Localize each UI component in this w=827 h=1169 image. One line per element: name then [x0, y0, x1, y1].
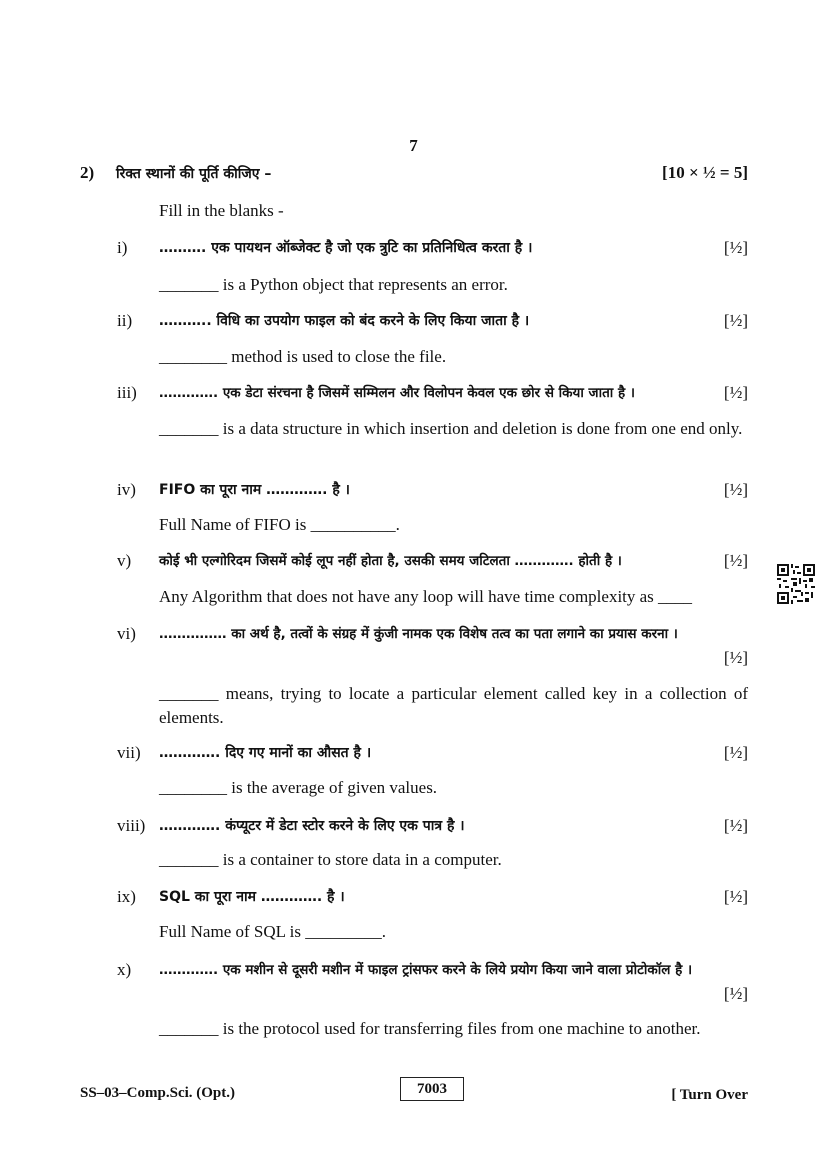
- item-v-english: Any Algorithm that does not have any loop will have time complexity as ____: [159, 587, 693, 606]
- item-hindi-text: …………. दिए गए मानों का औसत है ।: [159, 745, 372, 761]
- item-marks: [½]: [723, 984, 748, 1003]
- item-marks: [½]: [723, 887, 748, 906]
- item-vii-english: ________ is the average of given values.: [159, 778, 438, 797]
- item-roman: iii): [117, 383, 137, 402]
- item-roman: i): [117, 238, 128, 257]
- item-marks: [½]: [723, 480, 748, 499]
- footer-paper-code: SS–03–Comp.Sci. (Opt.): [80, 1085, 236, 1101]
- item-roman: iv): [117, 480, 136, 499]
- item-roman: ix): [117, 887, 136, 906]
- item-marks: [½]: [723, 311, 748, 330]
- item-roman: viii): [117, 816, 146, 835]
- item-roman: vi): [117, 624, 136, 643]
- item-viii-english: _______ is a container to store data in a computer.: [159, 850, 502, 869]
- item-marks: [½]: [723, 238, 748, 257]
- item-roman: ii): [117, 311, 133, 330]
- item-hindi-text: FIFO का पूरा नाम …………. है ।: [159, 482, 350, 498]
- item-hindi-text: …………. एक डेटा संरचना है जिसमें सम्मिलन और विलोपन केवल एक छोर से किया जाता है ।: [159, 385, 635, 401]
- item-hindi-text: कोई भी एल्गोरिदम जिसमें कोई लूप नहीं होता है, उसकी समय जटिलता …………. होती है ।: [159, 553, 622, 569]
- item-hindi-text: …………… का अर्थ है, तत्वों के संग्रह में कुंजी नामक एक विशेष तत्व का पता लगाने का प्रयास करना ।: [159, 626, 678, 642]
- question-title-hindi: रिक्त स्थानों की पूर्ति कीजिए –: [116, 166, 272, 182]
- item-ii-english: ________ method is used to close the file.: [159, 347, 447, 366]
- item-hindi-text: ………. एक पायथन ऑब्जेक्ट है जो एक त्रुटि का प्रतिनिधित्व करता है ।: [159, 240, 533, 256]
- page-number: 7: [409, 136, 418, 155]
- item-vi-english: _______ means, trying to locate a particular element called key in a collection of elements.: [159, 684, 748, 727]
- item-hindi-text: …………. एक मशीन से दूसरी मशीन में फाइल ट्रांसफर करने के लिये प्रयोग किया जाने वाला प्रोटोकॉल है ।: [159, 962, 693, 978]
- question-header: [80, 163, 748, 187]
- question-title-english: Fill in the blanks -: [159, 201, 284, 220]
- item-hindi-text: ……….. विधि का उपयोग फाइल को बंद करने के लिए किया जाता है ।: [159, 313, 530, 329]
- item-hindi-text: …………. कंप्यूटर में डेटा स्टोर करने के लिए एक पात्र है ।: [159, 818, 465, 834]
- item-roman: vii): [117, 743, 141, 762]
- item-iii-english: _______ is a data structure in which insertion and deletion is done from one end only.: [159, 419, 743, 438]
- item-i-english: _______ is a Python object that represents an error.: [159, 275, 508, 294]
- item-iv-english: Full Name of FIFO is __________.: [159, 515, 400, 534]
- item-marks: [½]: [723, 383, 748, 402]
- item-marks: [½]: [723, 551, 748, 570]
- item-roman: v): [117, 551, 132, 570]
- item-marks: [½]: [723, 816, 748, 835]
- item-hindi-text: SQL का पूरा नाम …………. है ।: [159, 889, 345, 905]
- item-roman: x): [117, 960, 132, 979]
- item-marks: [½]: [723, 648, 748, 667]
- question-marks: [10 × ½ = 5]: [662, 163, 748, 182]
- item-x-english: _______ is the protocol used for transferring files from one machine to another.: [159, 1019, 701, 1038]
- footer-turn-over: [ Turn Over: [671, 1087, 748, 1103]
- question-number: 2): [80, 163, 95, 182]
- qr-code-icon: [777, 564, 815, 604]
- item-ix-english: Full Name of SQL is _________.: [159, 922, 386, 941]
- footer-box-code: 7003: [400, 1077, 464, 1101]
- item-marks: [½]: [723, 743, 748, 762]
